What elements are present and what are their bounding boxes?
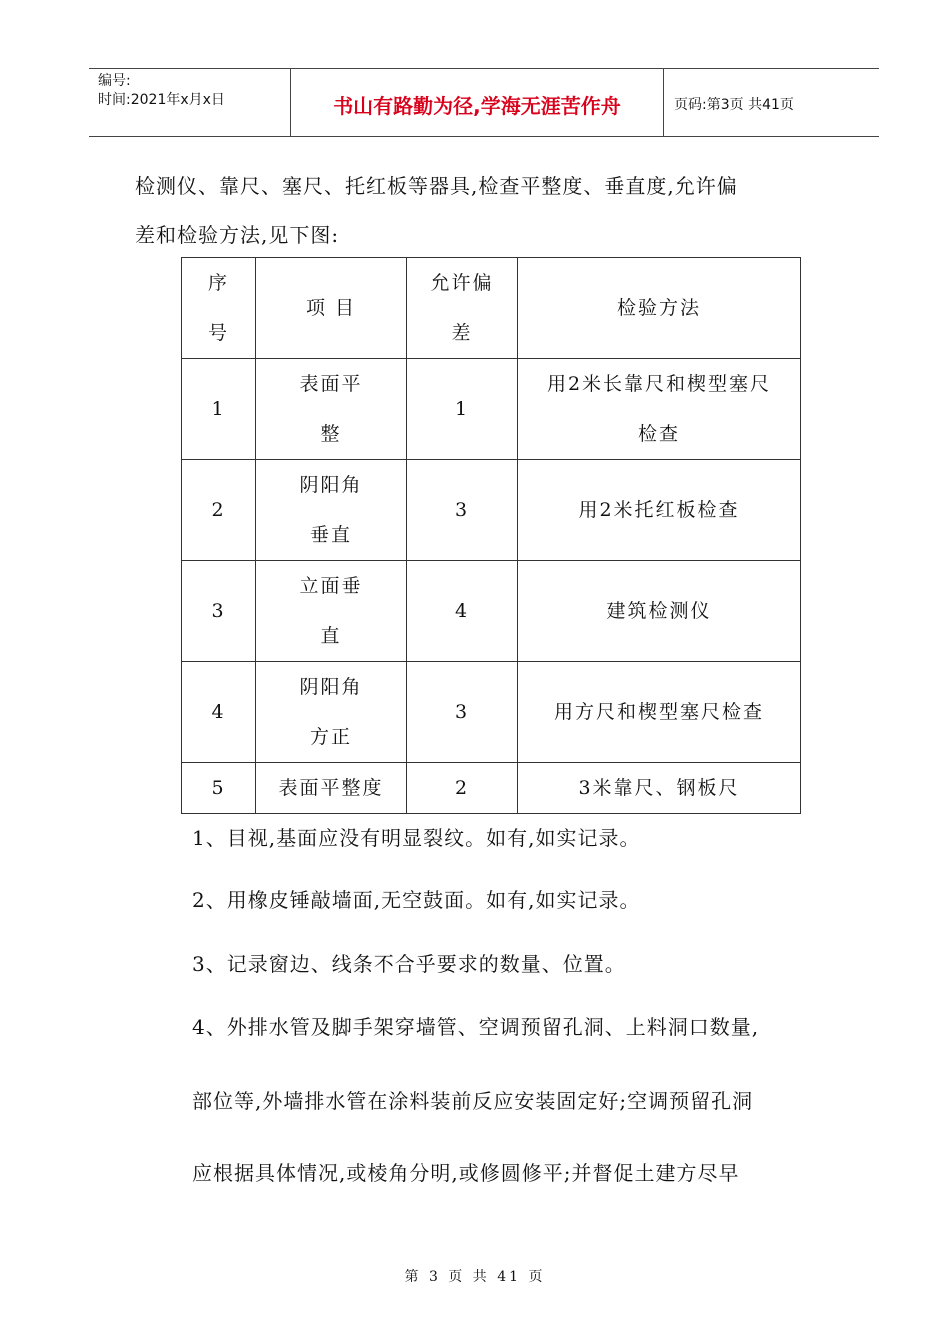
cell-tolerance: 4 bbox=[407, 561, 518, 662]
header-method: 检验方法 bbox=[518, 258, 801, 359]
page-footer: 第 3 页 共 41 页 bbox=[404, 1269, 546, 1285]
header-tolerance: 允许偏 差 bbox=[407, 258, 518, 359]
cell-method: 用方尺和楔型塞尺检查 bbox=[518, 662, 801, 763]
document-number-label: 编号: bbox=[98, 73, 131, 89]
header-meta bbox=[98, 72, 225, 110]
cell-tolerance: 3 bbox=[407, 662, 518, 763]
table-row bbox=[182, 460, 801, 561]
cell-item: 阴阳角 方正 bbox=[256, 662, 407, 763]
intro-line-1: 检测仪、靠尺、塞尺、托红板等器具,检查平整度、垂直度,允许偏 bbox=[135, 174, 738, 198]
list-item: 2、用橡皮锤敲墙面,无空鼓面。如有,如实记录。 bbox=[192, 888, 641, 912]
list-item: 3、记录窗边、线条不合乎要求的数量、位置。 bbox=[192, 952, 626, 976]
page-header bbox=[89, 68, 879, 137]
cell-seq: 1 bbox=[182, 359, 256, 460]
header-page-info: 页码:第3页 共41页 bbox=[674, 97, 794, 113]
list-item: 应根据具体情况,或棱角分明,或修圆修平;并督促土建方尽早 bbox=[192, 1161, 740, 1185]
table-row bbox=[182, 359, 801, 460]
cell-method: 用2米托红板检查 bbox=[518, 460, 801, 561]
cell-item: 立面垂 直 bbox=[256, 561, 407, 662]
document-time: 时间:2021年x月x日 bbox=[98, 92, 225, 108]
cell-seq: 2 bbox=[182, 460, 256, 561]
list-item: 1、目视,基面应没有明显裂纹。如有,如实记录。 bbox=[192, 826, 641, 850]
cell-tolerance: 2 bbox=[407, 763, 518, 814]
cell-seq: 4 bbox=[182, 662, 256, 763]
inspection-table bbox=[181, 257, 801, 814]
cell-seq: 5 bbox=[182, 763, 256, 814]
intro-line-2: 差和检验方法,见下图: bbox=[135, 223, 340, 247]
cell-seq: 3 bbox=[182, 561, 256, 662]
header-seq: 序 号 bbox=[182, 258, 256, 359]
cell-method: 3米靠尺、钢板尺 bbox=[518, 763, 801, 814]
cell-method: 建筑检测仪 bbox=[518, 561, 801, 662]
table-row bbox=[182, 662, 801, 763]
header-item: 项 目 bbox=[256, 258, 407, 359]
cell-item: 表面平 整 bbox=[256, 359, 407, 460]
list-item: 部位等,外墙排水管在涂料装前反应安装固定好;空调预留孔洞 bbox=[192, 1089, 754, 1113]
list-item: 4、外排水管及脚手架穿墙管、空调预留孔洞、上料洞口数量, bbox=[192, 1015, 760, 1039]
cell-item: 表面平整度 bbox=[256, 763, 407, 814]
cell-item: 阴阳角 垂直 bbox=[256, 460, 407, 561]
table-row bbox=[182, 763, 801, 814]
cell-method: 用2米长靠尺和楔型塞尺 检查 bbox=[518, 359, 801, 460]
header-motto: 书山有路勤为径,学海无涯苦作舟 bbox=[333, 94, 621, 118]
table-row bbox=[182, 561, 801, 662]
cell-tolerance: 3 bbox=[407, 460, 518, 561]
header-divider bbox=[663, 69, 664, 136]
cell-tolerance: 1 bbox=[407, 359, 518, 460]
table-header-row bbox=[182, 258, 801, 359]
